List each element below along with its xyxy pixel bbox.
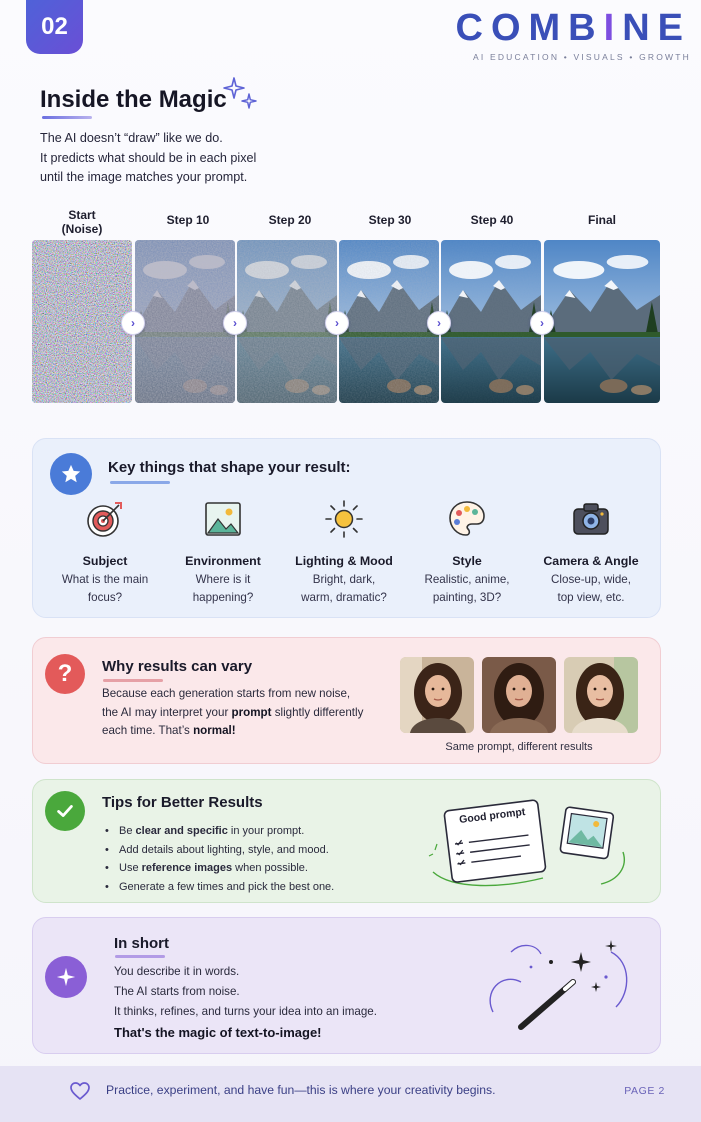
variation-title: Why results can vary	[102, 658, 253, 675]
key-factors-card	[32, 438, 661, 618]
factor-camera: Camera & Angle Close-up, wide, top view, etc.	[532, 499, 650, 607]
summary-card	[32, 917, 661, 1054]
camera-icon	[571, 499, 611, 539]
portrait-image	[400, 657, 474, 733]
title-underline	[42, 116, 92, 119]
tips-list	[105, 822, 334, 896]
key-factors-title: Key things that shape your result:	[108, 459, 351, 476]
title-underline	[110, 481, 170, 484]
tips-card	[32, 779, 661, 903]
list-item: • Be clear and specific in your prompt.	[105, 822, 334, 841]
next-step-arrow-icon: ›	[223, 311, 247, 335]
portrait-image	[482, 657, 556, 733]
step-10-frame	[135, 240, 235, 403]
next-step-arrow-icon: ›	[121, 311, 145, 335]
step-label-10: Step 10	[166, 213, 210, 227]
note-label: Good prompt	[458, 805, 526, 827]
page-title: Inside the Magic	[40, 86, 227, 113]
portrait-image	[564, 657, 638, 733]
palette-icon	[447, 499, 487, 539]
variation-text: Because each generation starts from new noise, the AI may interpret your prompt slightly differently each time. That’s normal!	[102, 687, 364, 737]
noise-frame	[32, 240, 132, 403]
heart-icon	[68, 1079, 92, 1103]
diffusion-step-labels	[32, 208, 660, 240]
brand-wordmark: COMBINE	[455, 7, 691, 49]
factor-style: Style Realistic, anime, painting, 3D?	[408, 499, 526, 607]
summary-title: In short	[114, 935, 169, 952]
step-20-frame	[237, 240, 337, 403]
step-label-40: Step 40	[470, 213, 514, 227]
sparkle-icon	[45, 956, 87, 998]
diffusion-progression-strip	[32, 240, 660, 403]
next-step-arrow-icon: ›	[530, 311, 554, 335]
brand-logo	[451, 8, 691, 62]
brand-tagline: AI EDUCATION • VISUALS • GROWTH	[472, 52, 691, 62]
sparkles-icon	[222, 76, 262, 116]
next-step-arrow-icon: ›	[427, 311, 451, 335]
step-40-frame	[441, 240, 541, 403]
list-item: • Use reference images when possible.	[105, 859, 334, 878]
step-label-20: Step 20	[268, 213, 312, 227]
page-number-badge: 02	[26, 0, 83, 54]
target-icon	[85, 499, 125, 539]
list-item: • Add details about lighting, style, and mood.	[105, 841, 334, 860]
sun-icon	[324, 499, 364, 539]
step-30-frame	[339, 240, 439, 403]
intro-line: until the image matches your prompt.	[40, 170, 248, 184]
variation-card	[32, 637, 661, 764]
landscape-icon	[203, 499, 243, 539]
list-item: • Generate a few times and pick the best one.	[105, 878, 334, 897]
factor-environment: Environment Where is it happening?	[164, 499, 282, 607]
factor-subject: Subject What is the main focus?	[46, 499, 164, 607]
prompt-note-illustration	[423, 792, 638, 892]
star-icon	[50, 453, 92, 495]
title-underline	[103, 679, 163, 682]
intro-paragraph	[40, 129, 256, 188]
portraits-caption: Same prompt, different results	[445, 741, 593, 753]
final-frame	[544, 240, 660, 403]
step-label-final: Final	[587, 213, 616, 227]
checkmark-icon	[45, 791, 85, 831]
tips-title: Tips for Better Results	[102, 794, 263, 811]
title-underline	[115, 955, 165, 958]
magic-wand-icon	[481, 932, 641, 1042]
page-number: PAGE 2	[624, 1085, 665, 1097]
footer-message: Practice, experiment, and have fun—this is where your creativity begins.	[106, 1083, 496, 1097]
step-label-30: Step 30	[368, 213, 412, 227]
portrait-examples	[400, 657, 638, 753]
summary-text: You describe it in words. The AI starts from noise. It thinks, refines, and turns your idea into an image. That's the magic of text-to-image!	[114, 965, 377, 1040]
intro-line: It predicts what should be in each pixel	[40, 150, 257, 165]
factor-lighting: Lighting & Mood Bright, dark, warm, dramatic?	[285, 499, 403, 607]
next-step-arrow-icon: ›	[325, 311, 349, 335]
step-label-start: Start (Noise)	[61, 208, 103, 236]
intro-line: The AI doesn’t “draw” like we do.	[40, 131, 223, 145]
question-icon: ?	[45, 654, 85, 694]
footer-bar	[0, 1066, 701, 1122]
